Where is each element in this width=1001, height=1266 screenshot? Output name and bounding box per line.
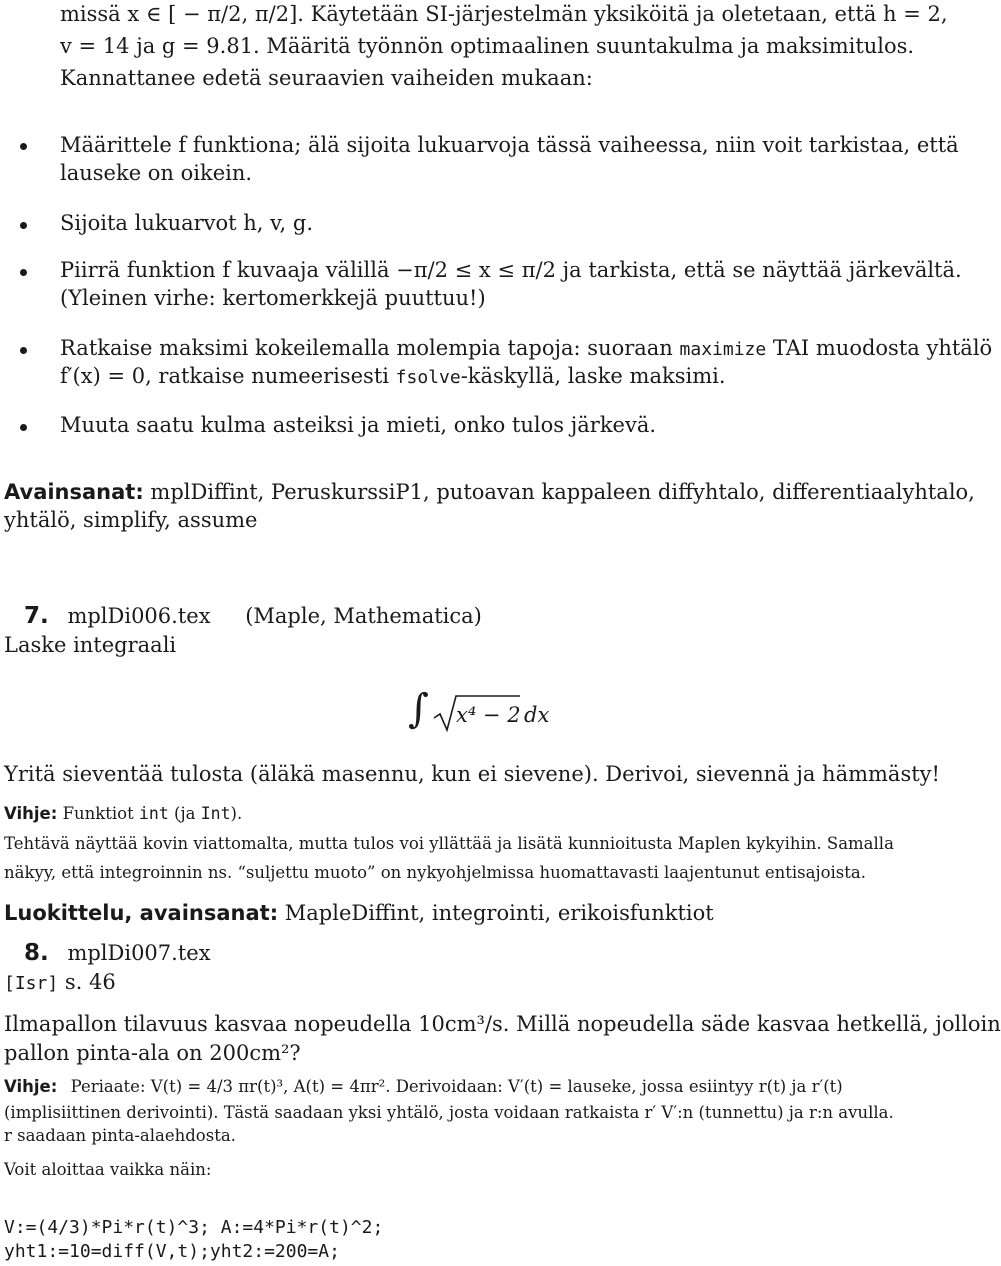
maximize-command: maximize: [679, 339, 767, 360]
task-7-systems: (Maple, Mathematica): [245, 604, 482, 628]
step-4-text-b: TAI muodosta yhtälö: [766, 336, 993, 360]
classification-text: MapleDiffint, integrointi, erikoisfunktiot: [278, 901, 714, 925]
step-4-line-2: [60, 362, 726, 392]
intro-line-1: missä x ∈ [ − π/2, π/2]. Käytetään SI-järjestelmän yksiköitä ja oletetaan, että h = 2,: [60, 2, 948, 26]
reference-page: s. 46: [58, 970, 116, 994]
step-2-line-1: Sijoita lukuarvot h, v, g.: [60, 211, 313, 235]
radicand: x⁴ − 2: [456, 703, 521, 727]
step-1-line-2: lauseke on oikein.: [60, 161, 253, 185]
keywords-label: Avainsanat:: [4, 480, 144, 504]
code-line-1: V:=(4/3)*Pi*r(t)^3; A:=4*Pi*r(t)^2;: [4, 1217, 384, 1238]
task-7-classification: [4, 899, 714, 927]
integral-sign: ∫: [408, 686, 429, 732]
bullet-icon: [20, 347, 27, 354]
task-7-number: 7.: [24, 603, 49, 629]
isr-reference: [Isr]: [4, 973, 59, 994]
task-8-problem-2: pallon pinta-ala on 200cm²?: [4, 1041, 301, 1065]
task-8-hint-2: (implisiittinen derivointi). Tästä saadaan yksi yhtälö, josta voidaan ratkaista r′ V′:n (tunnettu) ja r:n avulla.: [4, 1103, 894, 1122]
task-8-start: Voit aloittaa vaikka näin:: [4, 1160, 212, 1179]
step-3-line-1: Piirrä funktion f kuvaaja välillä −π/2 ≤ x ≤ π/2 ja tarkista, että se näyttää järkevältä.: [60, 258, 962, 282]
step-5-line-1: Muuta saatu kulma asteiksi ja mieti, onko tulos järkevä.: [60, 413, 657, 437]
task-8-heading: [24, 939, 211, 967]
task-8-hint-3: r saadaan pinta-alaehdosta.: [4, 1126, 236, 1145]
task-7-file: mplDi006.tex: [67, 604, 211, 628]
step-3-line-2: (Yleinen virhe: kertomerkkejä puuttuu!): [60, 286, 486, 310]
bullet-icon: [20, 424, 27, 431]
int-command: int: [139, 804, 169, 823]
keywords-line-1: [4, 478, 975, 506]
task-8-problem-1: Ilmapallon tilavuus kasvaa nopeudella 10cm³/s. Millä nopeudella säde kasvaa hetkellä, jolloin: [4, 1012, 1001, 1036]
task-7-note-2: näkyy, että integroinnin ns. “suljettu muoto” on nykyohjelmissa huomattavasti laajentunut entisajoista.: [4, 863, 866, 882]
step-4-text-d: -käskyllä, laske maksimi.: [460, 364, 726, 388]
task-7-prompt: Laske integraali: [4, 633, 177, 657]
bullet-icon: [20, 222, 27, 229]
hint-text-a: Funktiot: [62, 804, 139, 823]
hint-label: Vihje:: [4, 1077, 58, 1096]
Int-command: Int: [200, 804, 231, 823]
classification-label: Luokittelu, avainsanat:: [4, 901, 279, 925]
fsolve-command: fsolve: [395, 367, 461, 388]
dx: dx: [524, 703, 550, 727]
step-4-text-a: Ratkaise maksimi kokeilemalla molempia tapoja: suoraan: [60, 336, 680, 360]
step-1-line-1: Määrittele f funktiona; älä sijoita lukuarvoja tässä vaiheessa, niin voit tarkistaa, että: [60, 133, 959, 157]
step-4-line-1: [60, 334, 992, 364]
step-4-text-c: f′(x) = 0, ratkaise numeerisesti: [60, 364, 396, 388]
task-7-heading: [24, 602, 482, 630]
task-8-reference: [4, 968, 116, 998]
keywords-text: mplDiffint, PeruskurssiP1, putoavan kappaleen diffyhtalo, differentiaalyhtalo,: [143, 480, 975, 504]
task-7-note-1: Tehtävä näyttää kovin viattomalta, mutta tulos voi yllättää ja lisätä kunnioitusta Maplen kykyihin. Samalla: [4, 834, 894, 853]
task-7-simplify: Yritä sieventää tulosta (äläkä masennu, kun ei sievene). Derivoi, sievennä ja hämmästy!: [4, 762, 940, 786]
bullet-icon: [20, 269, 27, 276]
hint-text-1: Periaate: V(t) = 4/3 πr(t)³, A(t) = 4πr². Derivoidaan: V′(t) = lauseke, jossa esiintyy r(t) ja r′(t): [70, 1077, 843, 1096]
task-8-hint-1: [4, 1076, 843, 1098]
task-7-hint: [4, 803, 242, 825]
intro-line-3: Kannattanee edetä seuraavien vaiheiden mukaan:: [60, 66, 593, 90]
intro-line-2: v = 14 ja g = 9.81. Määritä työnnön optimaalinen suuntakulma ja maksimitulos.: [60, 34, 915, 58]
task-8-number: 8.: [24, 940, 49, 966]
keywords-line-2: yhtälö, simplify, assume: [4, 508, 258, 532]
hint-text-c: ).: [230, 804, 243, 823]
code-line-2: yht1:=10=diff(V,t);yht2:=200=A;: [4, 1241, 340, 1262]
hint-label: Vihje:: [4, 804, 58, 823]
bullet-icon: [20, 143, 27, 150]
hint-text-b: (ja: [168, 804, 201, 823]
task-8-file: mplDi007.tex: [67, 941, 211, 965]
